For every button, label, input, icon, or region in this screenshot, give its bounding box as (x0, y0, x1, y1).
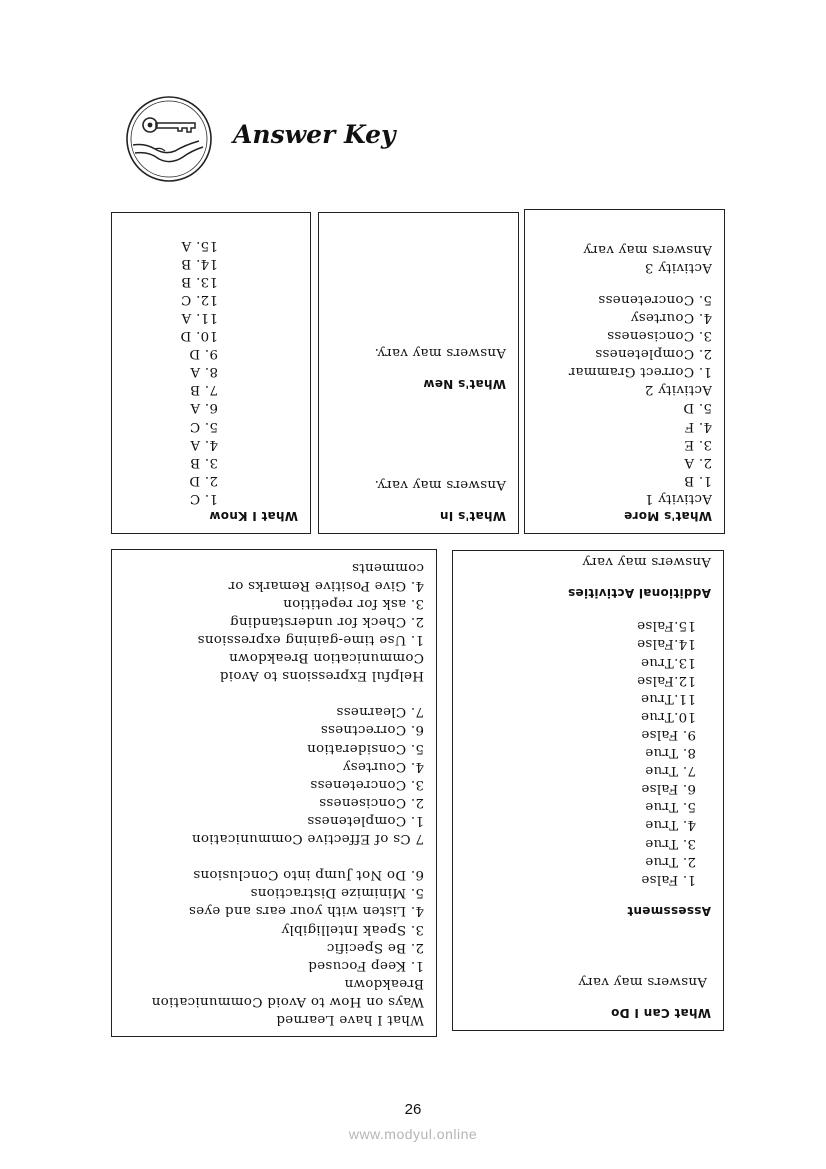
activity3-text: Answers may vary (583, 241, 712, 257)
what-can-i-do-text: Answers may vary (578, 973, 707, 989)
list-item: 3. Conciseness (606, 328, 712, 344)
learned-line (124, 847, 424, 865)
assessment-box (452, 550, 724, 1031)
list-item: 15.False (636, 618, 696, 634)
whats-more-box (524, 209, 725, 534)
list-item: 8. True (644, 745, 696, 761)
watermark: www.modyul.online (348, 1126, 478, 1142)
list-item: 2. True (644, 853, 696, 869)
list-item: 1. False (641, 871, 696, 887)
list-item: 4. A (190, 436, 218, 452)
list-item: 9. False (641, 726, 696, 742)
list-item: 3. B (189, 454, 218, 470)
list-item: 2. A (684, 454, 712, 470)
additional-activities-heading: Additional Activities (567, 586, 711, 601)
learned-line: 2. Check for understanding (229, 613, 424, 629)
list-item: 5. True (644, 799, 696, 815)
activity1-label: Activity 1 (644, 490, 712, 506)
list-item: 2. Completeness (595, 346, 712, 362)
list-item: 10.True (640, 708, 696, 724)
list-item: 10. D (180, 328, 218, 344)
learned-line: 1. Keep Focused (308, 957, 424, 973)
list-item: 6. A (190, 400, 218, 416)
learned-line: 3. Speak Intelligibly (281, 921, 424, 937)
list-item: 6. False (641, 781, 696, 797)
activity3-label: Activity 3 (644, 259, 712, 275)
learned-line: Ways on How to Avoid Communication (151, 993, 424, 1009)
whats-new-text: Answers may vary. (374, 344, 506, 360)
learned-line: 4. Give Positive Remarks or (228, 577, 424, 593)
list-item: 5. Concreteness (598, 291, 712, 307)
learned-line: 4. Listen with your ears and eyes (188, 903, 424, 919)
learned-line: 7 Cs of Effective Communication (191, 831, 424, 847)
list-item: 1. C (189, 490, 218, 506)
learned-line: comments (351, 559, 424, 575)
list-item: 4. Courtesy (630, 309, 712, 325)
learned-line: 5. Consideration (306, 740, 424, 756)
list-item: 4. True (644, 817, 696, 833)
learned-line: 1. Completeness (307, 812, 424, 828)
list-item: 11.True (640, 690, 696, 706)
learned-line: 6. Correctness (320, 722, 424, 738)
learned-line: Communication Breakdown (228, 650, 424, 666)
what-i-have-learned-box (111, 549, 437, 1037)
list-item: 7. B (189, 382, 218, 398)
learned-line: 2. Be Specific (326, 939, 424, 955)
whats-in-heading: What's In (439, 509, 506, 523)
what-can-i-do-heading: What Can I Do (610, 1006, 711, 1020)
list-item: 8. A (190, 364, 218, 380)
list-item: 15. A (181, 237, 218, 253)
list-item: 7. True (644, 763, 696, 779)
learned-line: Helpful Expressions to Avoid (219, 668, 424, 684)
list-item: 12.False (636, 672, 696, 688)
learned-line: 6. Do Not Jump into Conclusions (193, 867, 424, 883)
learned-line: 1. Use time-gaining expressions (197, 632, 424, 648)
page-title: Answer Key (233, 120, 396, 149)
list-item: 14. B (181, 255, 218, 271)
list-item: 1. B (683, 472, 712, 488)
learned-line (124, 684, 424, 702)
list-item: 4. F (684, 418, 712, 434)
learned-line: 4. Courtesy (342, 758, 424, 774)
page-number: 26 (404, 1101, 422, 1118)
assessment-heading: Assessment (627, 903, 711, 918)
whats-new-heading: What's New (423, 376, 506, 391)
whats-in-text: Answers may vary. (374, 476, 506, 492)
list-item: 11. A (181, 309, 218, 325)
list-item: 13. B (181, 273, 218, 289)
learned-line: Breakdown (344, 975, 424, 991)
list-item: 13.True (640, 654, 696, 670)
learned-line: 7. Clearness (336, 704, 424, 720)
whats-more-heading: What's More (623, 509, 712, 523)
learned-line: 3. Concreteness (310, 776, 424, 792)
learned-heading: What I have Learned (276, 1012, 424, 1027)
what-i-know-box (111, 212, 311, 534)
learned-line: 5. Minimize Distractions (250, 885, 424, 901)
list-item: 3. E (683, 436, 712, 452)
whats-in-new-box (318, 212, 519, 534)
key-hand-logo-icon (125, 95, 213, 183)
list-item: 3. True (644, 835, 696, 851)
list-item: 5. D (683, 400, 712, 416)
what-i-know-heading: What I Know (209, 509, 298, 523)
list-item: 1. Correct Grammar (568, 364, 712, 380)
list-item: 9. D (189, 346, 218, 362)
learned-line: 3. ask for repetition (282, 595, 424, 611)
list-item: 2. D (189, 472, 218, 488)
additional-activities-text: Answers may vary (582, 554, 711, 570)
list-item: 5. C (189, 418, 218, 434)
list-item: 14.False (636, 636, 696, 652)
list-item: 12. C (180, 291, 218, 307)
learned-line: 2. Conciseness (318, 794, 424, 810)
activity2-label: Activity 2 (644, 382, 712, 398)
